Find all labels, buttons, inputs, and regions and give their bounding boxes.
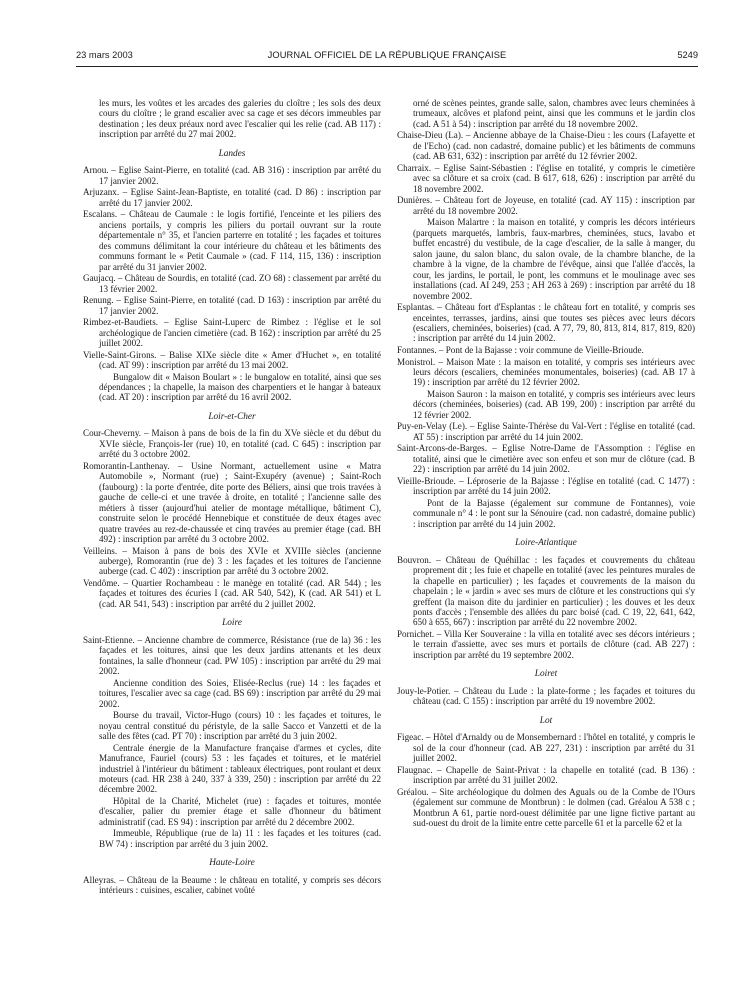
sub-entry-paragraph: Maison Sauron : la maison en totalité, y compris ses intérieurs avec leurs décors (cheminées, boiseries) (cad. AB 199, 200) : inscription par arrêté du 12 février 2002.	[413, 388, 695, 420]
sub-entry-paragraph: Pont de la Bajasse (également sur commune de Fontannes), voie communale n° 4 : le pont sur la Sénouire (cad. non cadastré, domaine public) : inscription par arrêté du 14 juin 2002.	[413, 497, 695, 529]
sub-entry-paragraph: Centrale énergie de la Manufacture française d'armes et cycles, dite Manufrance, Fauriel (cours) 53 : les façades et toitures, et le matériel industriel à l'intérieur du bâtiment : tableaux électriques, pont roulant et deux moteurs (cad. HR 238 à 240, 337 à 339, 250) : inscription par arrêté du 22 décembre 2002.	[99, 742, 381, 795]
section-heading: Loir-et-Cher	[208, 411, 256, 422]
entry-paragraph: Esplantas. – Château fort d'Esplantas : le château fort en totalité, y compris ses enceintes, terrasses, jardins, ainsi que toutes ses pièces avec leurs décors (escaliers, cheminées, boiseries) (cad. A 77, 79, 80, 813, 814, 817, 819, 820) : inscription par arrêté du 14 juin 2002.	[397, 302, 695, 344]
entry-paragraph: Figeac. – Hôtel d'Arnaldy ou de Monsembernard : l'hôtel en totalité, y compris le sol de la cour d'honneur (cad. AB 227, 231) : inscription par arrêté du 31 juillet 2002.	[397, 732, 695, 764]
sub-entry-paragraph: Maison Malartre : la maison en totalité, y compris les décors intérieurs (parquets marquetés, lambris, faux-marbres, cheminées, stucs, lavabo et buffet encastré) du vestibule, de la cage d'escalier, de la salle à manger, du salon jaune, du salon blanc, du salon ovale, de la chambre blanche, de la chambre à la vigne, de la chambre de l'évêque, ainsi que l'allée d'accès, la cour, les jardins, le portail, le pont, les communs et le moulinage avec ses installations (cad. AI 249, 253 ; AH 263 à 269) : inscription par arrêté du 18 novembre 2002.	[413, 217, 695, 301]
section-heading: Loire-Atlantique	[515, 538, 577, 549]
entry-paragraph: Alleyras. – Château de la Beaume : le château en totalité, y compris ses décors intérieurs : cuisines, escalier, cabinet voûté	[83, 874, 381, 896]
right-column	[397, 98, 695, 830]
entry-paragraph: Arnou. – Eglise Saint-Pierre, en totalité (cad. AB 316) : inscription par arrêté du 17 janvier 2002.	[83, 165, 381, 186]
entry-paragraph: Charraix. – Eglise Saint-Sébastien : l'église en totalité, y compris le cimetière avec sa clôture et sa croix (cad. B 617, 618, 626) : inscription par arrêté du 18 novembre 2002.	[397, 162, 695, 194]
section-heading: Loiret	[534, 669, 558, 680]
entry-paragraph: Fontannes. – Pont de la Bajasse : voir commune de Vieille-Brioude.	[397, 344, 644, 355]
entry-paragraph: Jouy-le-Potier. – Château du Lude : la plate-forme ; les façades et toitures du château (cad. C 155) : inscription par arrêté du 19 novembre 2002.	[397, 685, 695, 707]
entry-paragraph: Bouvron. – Château de Quéhillac : les façades et couvrements du château proprement dit ; les fuie et chapelle en totalité (avec les peintures murales de la chapelle en particulier) ; les façades et couvrements de la maison du chapelain ; le « jardin » avec ses murs de clôture et les constructions qui s'y greffent (la maison dite du jardinier en particulier) ; les douves et les deux ponts d'accès ; l'ensemble des allées du parc boisé (cad. C 19, 22, 641, 642, 650 à 655, 667) : inscription par arrêté du 22 novembre 2002.	[397, 554, 695, 628]
entry-paragraph: Gaujacq. – Château de Sourdis, en totalité (cad. ZO 68) : classement par arrêté du 13 février 2002.	[83, 273, 381, 294]
sub-entry-paragraph: Bungalow dit « Maison Boulart » : le bungalow en totalité, ainsi que ses dépendances ; la chapelle, la maison des charpentiers et le hangar à bateaux (cad. AT 20) : inscription par arrêté du 16 avril 2002.	[99, 371, 381, 403]
continued-paragraph: orné de scènes peintes, grande salle, salon, chambres avec leurs cheminées à trumeaux, alcôves et plafond peint, ainsi que les communs et le jardin clos (cad. A 51 à 54) : inscription par arrêté du 18 novembre 2002.	[413, 98, 695, 129]
page-header	[76, 50, 698, 64]
entry-paragraph: Cour-Cheverny. – Maison à pans de bois de la fin du XVe siècle et du début du XVIe siècle, François-Ier (rue) 10, en totalité (cad. C 645) : inscription par arrêté du 3 octobre 2002.	[83, 428, 381, 460]
entry-paragraph: Chaise-Dieu (La). – Ancienne abbaye de la Chaise-Dieu : les cours (Lafayette et de l'Echo) (cad. non cadastré, domaine public) et les bâtiments de communs (cad. AB 631, 632) : inscription par arrêté du 12 février 2002.	[397, 130, 695, 162]
left-column	[83, 98, 381, 897]
entry-paragraph: Rimbez-et-Baudiets. – Eglise Saint-Luperc de Rimbez : l'église et le sol archéologique de l'ancien cimetière (cad. B 162) : inscription par arrêté du 25 juillet 2002.	[83, 317, 381, 348]
sub-entry-paragraph: Hôpital de la Charité, Michelet (rue) : façades et toitures, montée d'escalier, palier du premier étage et salle d'honneur du bâtiment administratif (cad. ES 94) : inscription par arrêté du 2 décembre 2002.	[99, 795, 381, 827]
entry-paragraph: Vielle-Saint-Girons. – Balise XIXe siècle dite « Amer d'Huchet », en totalité (cad. AT 99) : inscription par arrêté du 13 mai 2002.	[83, 349, 381, 370]
section-heading: Loire	[222, 618, 242, 629]
entry-paragraph: Dunières. – Château fort de Joyeuse, en totalité (cad. AY 115) : inscription par arrêté du 18 novembre 2002.	[397, 195, 695, 216]
entry-paragraph: Flaugnac. – Chapelle de Saint-Privat : la chapelle en totalité (cad. B 136) : inscription par arrêté du 31 juillet 2002.	[397, 764, 695, 786]
header-date: 23 mars 2003	[76, 50, 133, 60]
header-page-number: 5249	[677, 50, 698, 60]
sub-entry-paragraph: Immeuble, République (rue de la) 11 : les façades et les toitures (cad. BW 74) : inscription par arrêté du 3 juin 2002.	[99, 828, 381, 849]
sub-entry-paragraph: Bourse du travail, Victor-Hugo (cours) 10 : les façades et toitures, le noyau central constitué du péristyle, de la salle Sacco et Vanzetti et de la salle des fêtes (cad. PT 70) : inscription par arrêté du 3 juin 2002.	[99, 710, 381, 742]
entry-paragraph: Saint-Etienne. – Ancienne chambre de commerce, Résistance (rue de la) 36 : les façades et les toitures, ainsi que les deux jardins attenants et les deux fontaines, la salle d'honneur (cad. PW 105) : inscription par arrêté du 29 mai 2002.	[83, 634, 381, 677]
entry-paragraph: Escalans. – Château de Caumale : le logis fortifié, l'enceinte et les piliers des anciens portails, y compris les piliers du portail ouvrant sur la route départementale n° 35, et l'ancien parterre en totalité ; les façades et toitures des communs délimitant la cour intérieure du château et les bâtiments des communs formant le « Petit Caumale » (cad. F 114, 115, 136) : inscription par arrêté du 31 janvier 2002.	[83, 209, 381, 272]
entry-paragraph: Renung. – Eglise Saint-Pierre, en totalité (cad. D 163) : inscription par arrêté du 17 janvier 2002.	[83, 295, 381, 316]
header-rule	[76, 66, 698, 67]
entry-paragraph: Saint-Arcons-de-Barges. – Eglise Notre-Dame de l'Assomption : l'église en totalité, ainsi que le cimetière avec son enfeu et son mur de clôture (cad. B 22) : inscription par arrêté du 14 juin 2002.	[397, 443, 695, 475]
entry-paragraph: Gréalou. – Site archéologique du dolmen des Aguals ou de la Combe de l'Ours (également sur commune de Montbrun) : le dolmen (cad. Gréalou A 538 c ; Montbrun A 61, partie nord-ouest délimitée par une ligne fictive partant au sud-ouest du droit de la limite entre cette parcelle 61 et la parcelle 62 et la	[397, 786, 695, 828]
section-heading: Haute-Loire	[209, 858, 255, 869]
entry-paragraph: Puy-en-Velay (Le). – Eglise Sainte-Thérèse du Val-Vert : l'église en totalité (cad. AT 55) : inscription par arrêté du 14 juin 2002.	[397, 421, 695, 442]
section-heading: Landes	[218, 148, 246, 159]
continued-paragraph: les murs, les voûtes et les arcades des galeries du cloître ; les sols des deux cours du cloître ; le grand escalier avec sa cage et ses décors immeubles par destination ; les deux préaux nord avec l'escalier qui les relie (cad. AB 117) : inscription par arrêté du 27 mai 2002.	[99, 98, 381, 140]
section-heading: Lot	[539, 715, 553, 726]
entry-paragraph: Arjuzanx. – Eglise Saint-Jean-Baptiste, en totalité (cad. D 86) : inscription par arrêté du 17 janvier 2002.	[83, 187, 381, 208]
entry-paragraph: Monistrol. – Maison Mate : la maison en totalité, y compris ses intérieurs avec leurs décors (escaliers, cheminées monumentales, boiseries) (cad. AB 17 à 19) : inscription par arrêté du 12 février 2002.	[397, 356, 695, 388]
sub-entry-paragraph: Ancienne condition des Soies, Elisée-Reclus (rue) 14 : les façades et toitures, l'escalier avec sa cage (cad. BS 69) : inscription par arrêté du 29 mai 2002.	[99, 677, 381, 709]
entry-paragraph: Vieille-Brioude. – Léproserie de la Bajasse : l'église en totalité (cad. C 1477) : inscription par arrêté du 14 juin 2002.	[397, 475, 695, 497]
header-title: JOURNAL OFFICIEL DE LA RÉPUBLIQUE FRANÇAISE	[267, 50, 507, 60]
entry-paragraph: Pornichet. – Villa Ker Souveraine : la villa en totalité avec ses décors intérieurs ; le terrain d'assiette, avec ses murs et portails de clôture (cad. AB 227) : inscription par arrêté du 19 septembre 2002.	[397, 628, 695, 660]
entry-paragraph: Veilleins. – Maison à pans de bois des XVIe et XVIIIe siècles (ancienne auberge), Romorantin (rue de) 3 : les façades et les toitures de l'ancienne auberge (cad. C 402) : inscription par arrêté du 3 octobre 2002.	[83, 545, 381, 577]
entry-paragraph: Vendôme. – Quartier Rochambeau : le manège en totalité (cad. AR 544) ; les façades et toitures des écuries I (cad. AR 540, 542), K (cad. AR 541) et L (cad. AR 541, 543) : inscription par arrêté du 2 juillet 2002.	[83, 577, 381, 609]
entry-paragraph: Romorantin-Lanthenay. – Usine Normant, actuellement usine « Matra Automobile », Normant (rue) ; Saint-Exupéry (avenue) ; Saint-Roch (faubourg) : la porte d'entrée, dite porte des Béliers, ainsi que trois travées à gauche de celle-ci et une travée à droite, en totalité ; l'ancienne salle des métiers à tisser (aujourd'hui atelier de montage métallique, bâtiment C), construite selon le procédé Hennebique et constituée de deux étages avec quatre travées au rez-de-chaussée et cinq travées au premier étage (cad. BH 492) : inscription par arrêté du 3 octobre 2002.	[83, 460, 381, 544]
